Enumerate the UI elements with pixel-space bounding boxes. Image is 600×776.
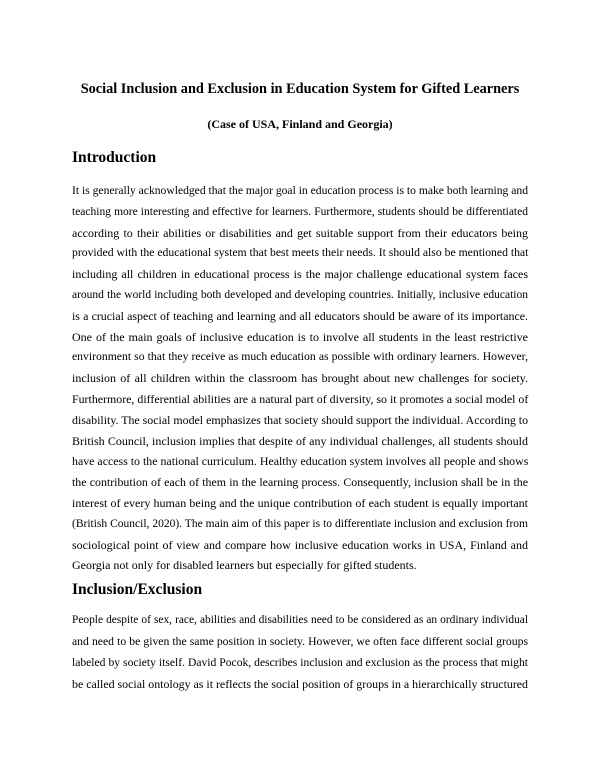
paragraph-line: and need to be given the same position in society. However, we often face different social groups [72,635,528,649]
section-heading-inclusion-exclusion: Inclusion/Exclusion [72,581,203,598]
paragraph-line: including all children in educational process is the major challenge educational system faces [72,267,528,282]
paragraph-line: around the world including both developed and developing countries. Initially, inclusive education [72,288,528,301]
paragraph-line: It is generally acknowledged that the major goal in education process is to make both learning and [72,184,528,197]
paragraph-line: provided with the educational system that best meets their needs. It should also be mentioned that [72,246,529,260]
paragraph-line: Furthermore, differential abilities are a natural part of diversity, so it promotes a social model of [72,391,529,406]
paragraph-line: British Council, inclusion implies that despite of any individual challenges, all students should [72,433,528,448]
paragraph-line: is a crucial aspect of teaching and learning and all educators should be aware of its importance. [72,308,528,323]
paragraph-line: One of the main goals of inclusive education is to involve all students in the least restrictive [72,329,528,344]
paragraph-line: labeled by society itself. David Pocok, describes inclusion and exclusion as the process that might [72,656,528,670]
paragraph-line: interest of every human being and the unique contribution of each student is equally important [72,495,528,510]
paragraph-line: inclusion of all children within the classroom has brought about new challenges for society. [72,371,528,386]
paragraph-line: have access to the national curriculum. Healthy education system involves all people and shows [72,454,529,469]
paragraph-line: People despite of sex, race, abilities and disabilities need to be considered as an ordinary individual [72,614,528,626]
paragraph-line: environment so that they receive as much education as possible with ordinary learners. However, [72,350,528,364]
inclusion-exclusion-paragraph [72,610,528,695]
paragraph-line: the contribution of each of them in the learning process. Consequently, inclusion shall be in the [72,475,528,490]
paragraph-line: be called social ontology as it reflects the social position of groups in a hierarchically structured [72,676,528,691]
document-subtitle: (Case of USA, Finland and Georgia) [207,117,393,131]
section-heading-introduction: Introduction [72,149,157,166]
paragraph-line: sociological point of view and compare how inclusive education works in USA, Finland and [72,537,528,552]
paragraph-line: Georgia not only for disabled learners but especially for gifted students. [72,558,417,573]
introduction-paragraph [72,181,528,576]
document-title: Social Inclusion and Exclusion in Education System for Gifted Learners [80,81,520,97]
paragraph-line: (British Council, 2020). The main aim of this paper is to differentiate inclusion and exclusion from [72,517,528,530]
paragraph-line: disability. The social model emphasizes that society should support the individual. According to [72,412,529,427]
paragraph-line: according to their abilities or disabilities and get suitable support from their educators being [72,225,528,240]
paragraph-line: teaching more interesting and effective for learners. Furthermore, students should be differentiated [72,205,528,218]
